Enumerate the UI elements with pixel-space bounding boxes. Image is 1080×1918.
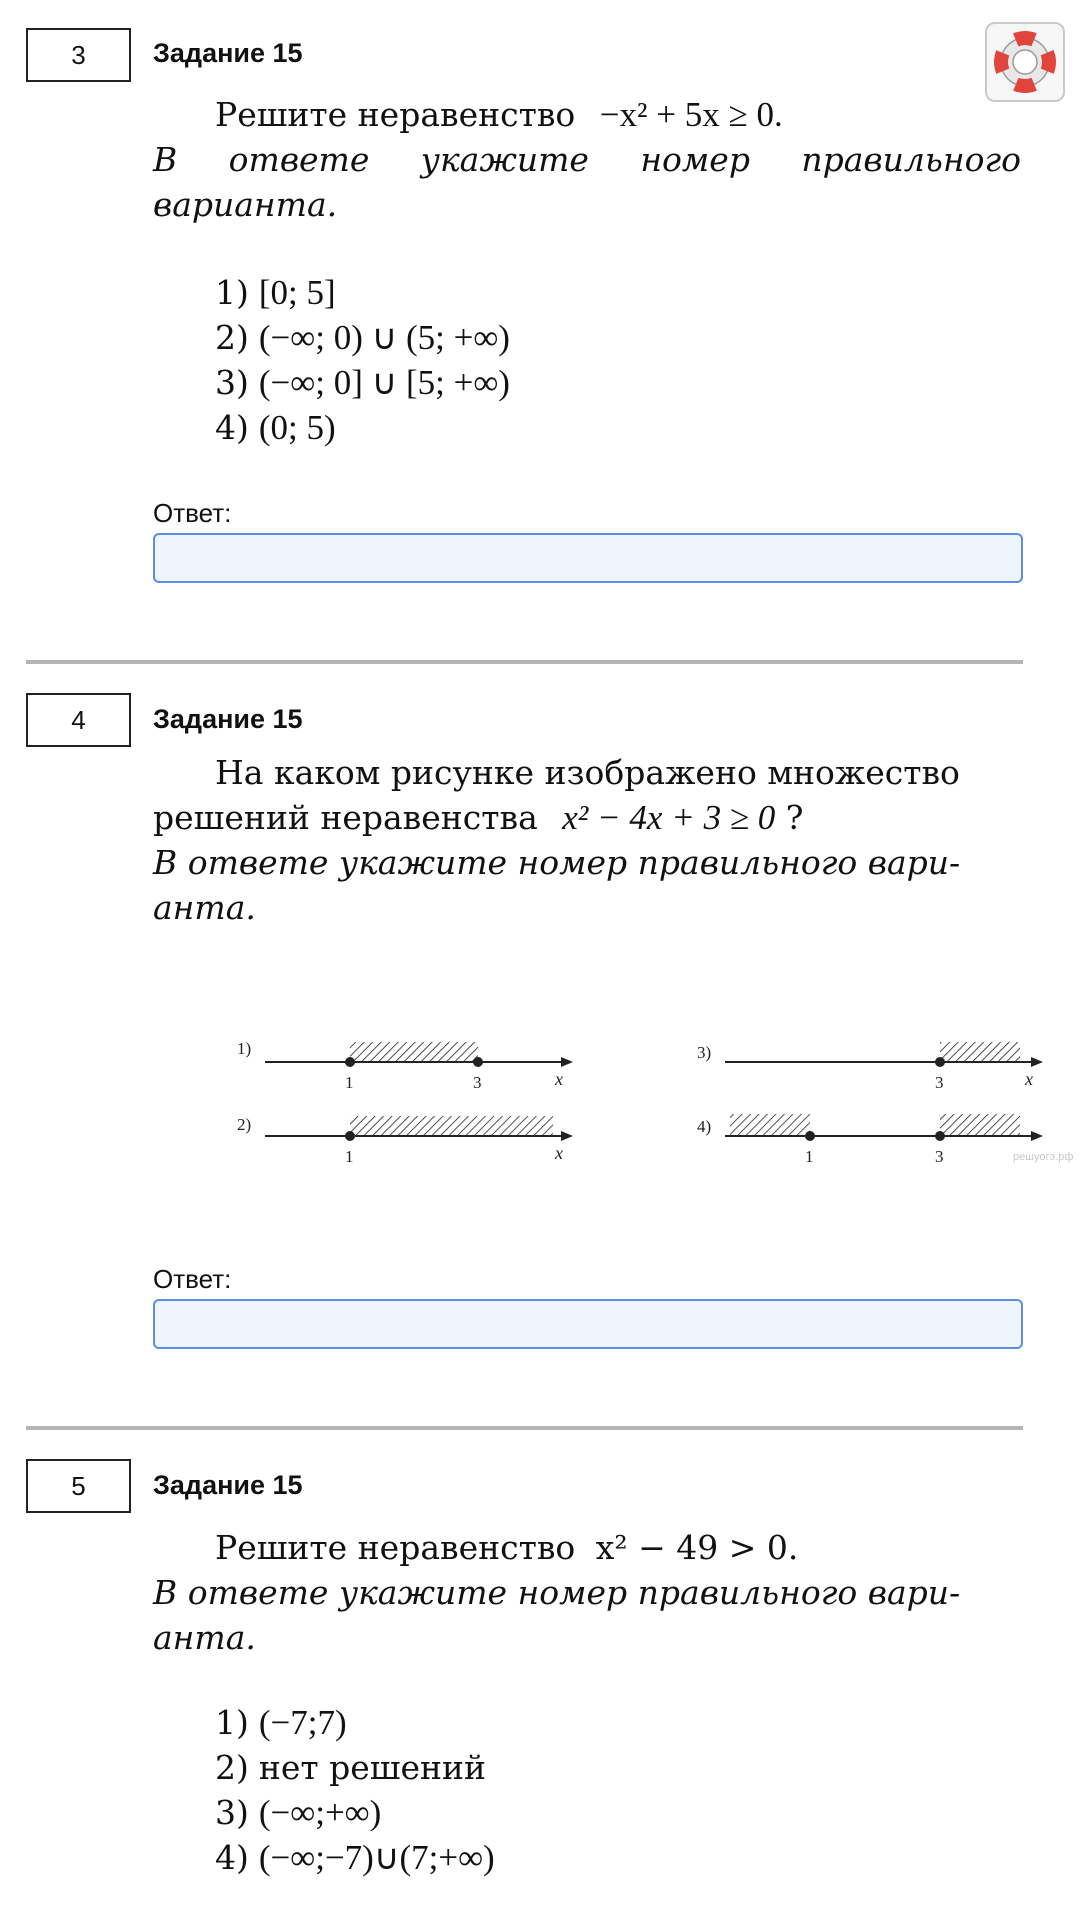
panel-label: 2) (237, 1115, 252, 1134)
option-item: 4) (0; 5) (215, 408, 336, 447)
lifebuoy-icon (995, 32, 1055, 92)
tick-label: 3 (935, 1147, 944, 1166)
task-title: Задание 15 (153, 704, 303, 734)
question-mark: ? (785, 798, 804, 837)
tick-label: 1 (345, 1147, 354, 1166)
number-line-panel-4 (697, 1114, 1043, 1166)
divider (26, 1426, 1023, 1430)
tick-label: 3 (935, 1073, 944, 1092)
panel-label: 4) (697, 1117, 712, 1136)
axis-label: x (555, 1143, 563, 1163)
tick-label: 1 (805, 1147, 814, 1166)
answer-input[interactable] (153, 533, 1023, 583)
inequality: −x² + 5x ≥ 0. (599, 95, 783, 134)
number-line-figure (225, 1028, 1074, 1188)
task-number-box: 3 (26, 28, 131, 82)
tick-label: 3 (473, 1073, 482, 1092)
options-list (215, 1700, 495, 1880)
tick-label: 1 (345, 1073, 354, 1092)
option-item: 3) (−∞;+∞) (215, 1793, 382, 1832)
number-line-panel-1 (237, 1039, 573, 1092)
panel-label: 3) (697, 1043, 712, 1062)
instruction-text: В ответе укажите номер правильного варианта. (153, 140, 1021, 224)
answer-input[interactable] (153, 1299, 1023, 1349)
panel-label: 1) (237, 1039, 252, 1058)
option-item: 4) (−∞;−7)∪(7;+∞) (215, 1838, 495, 1877)
task-statement (153, 92, 1021, 227)
number-line-panel-3 (697, 1042, 1043, 1092)
instruction-text: анта. (153, 888, 256, 927)
instruction-text: В ответе укажите номер правильного вари- (153, 843, 961, 882)
statement-text: Решите неравенство (215, 1528, 576, 1567)
number-line-panel-2 (237, 1115, 573, 1166)
option-item: 3) (−∞; 0] ∪ [5; +∞) (215, 363, 510, 402)
axis-label: x (1025, 1069, 1033, 1089)
watermark: решуогэ.рф (1013, 1151, 1074, 1163)
inequality: x² − 49 > 0. (595, 1528, 799, 1567)
option-item: 2) нет решений (215, 1748, 486, 1787)
inequality: x² − 4x + 3 ≥ 0 (562, 798, 776, 837)
task-statement (153, 1525, 1021, 1660)
options-list (215, 270, 510, 450)
task-number-box: 4 (26, 693, 131, 747)
divider (26, 660, 1023, 664)
option-item: 2) (−∞; 0) ∪ (5; +∞) (215, 318, 510, 357)
task-title: Задание 15 (153, 38, 303, 68)
axis-label: x (555, 1069, 563, 1089)
answer-label: Ответ: (153, 498, 232, 528)
statement-text: Решите неравенство (215, 95, 576, 134)
option-item: 1) (−7;7) (215, 1703, 347, 1742)
task-statement (153, 750, 1021, 930)
statement-text: На каком рисунке изображено множество (215, 753, 960, 792)
instruction-text: В ответе укажите номер правильного вари- (153, 1573, 961, 1612)
statement-text: решений неравенства (153, 798, 538, 837)
help-button[interactable] (985, 22, 1065, 102)
option-item: 1) [0; 5] (215, 273, 336, 312)
instruction-text: анта. (153, 1618, 256, 1657)
task-title: Задание 15 (153, 1470, 303, 1500)
task-number-box: 5 (26, 1459, 131, 1513)
answer-label: Ответ: (153, 1264, 232, 1294)
